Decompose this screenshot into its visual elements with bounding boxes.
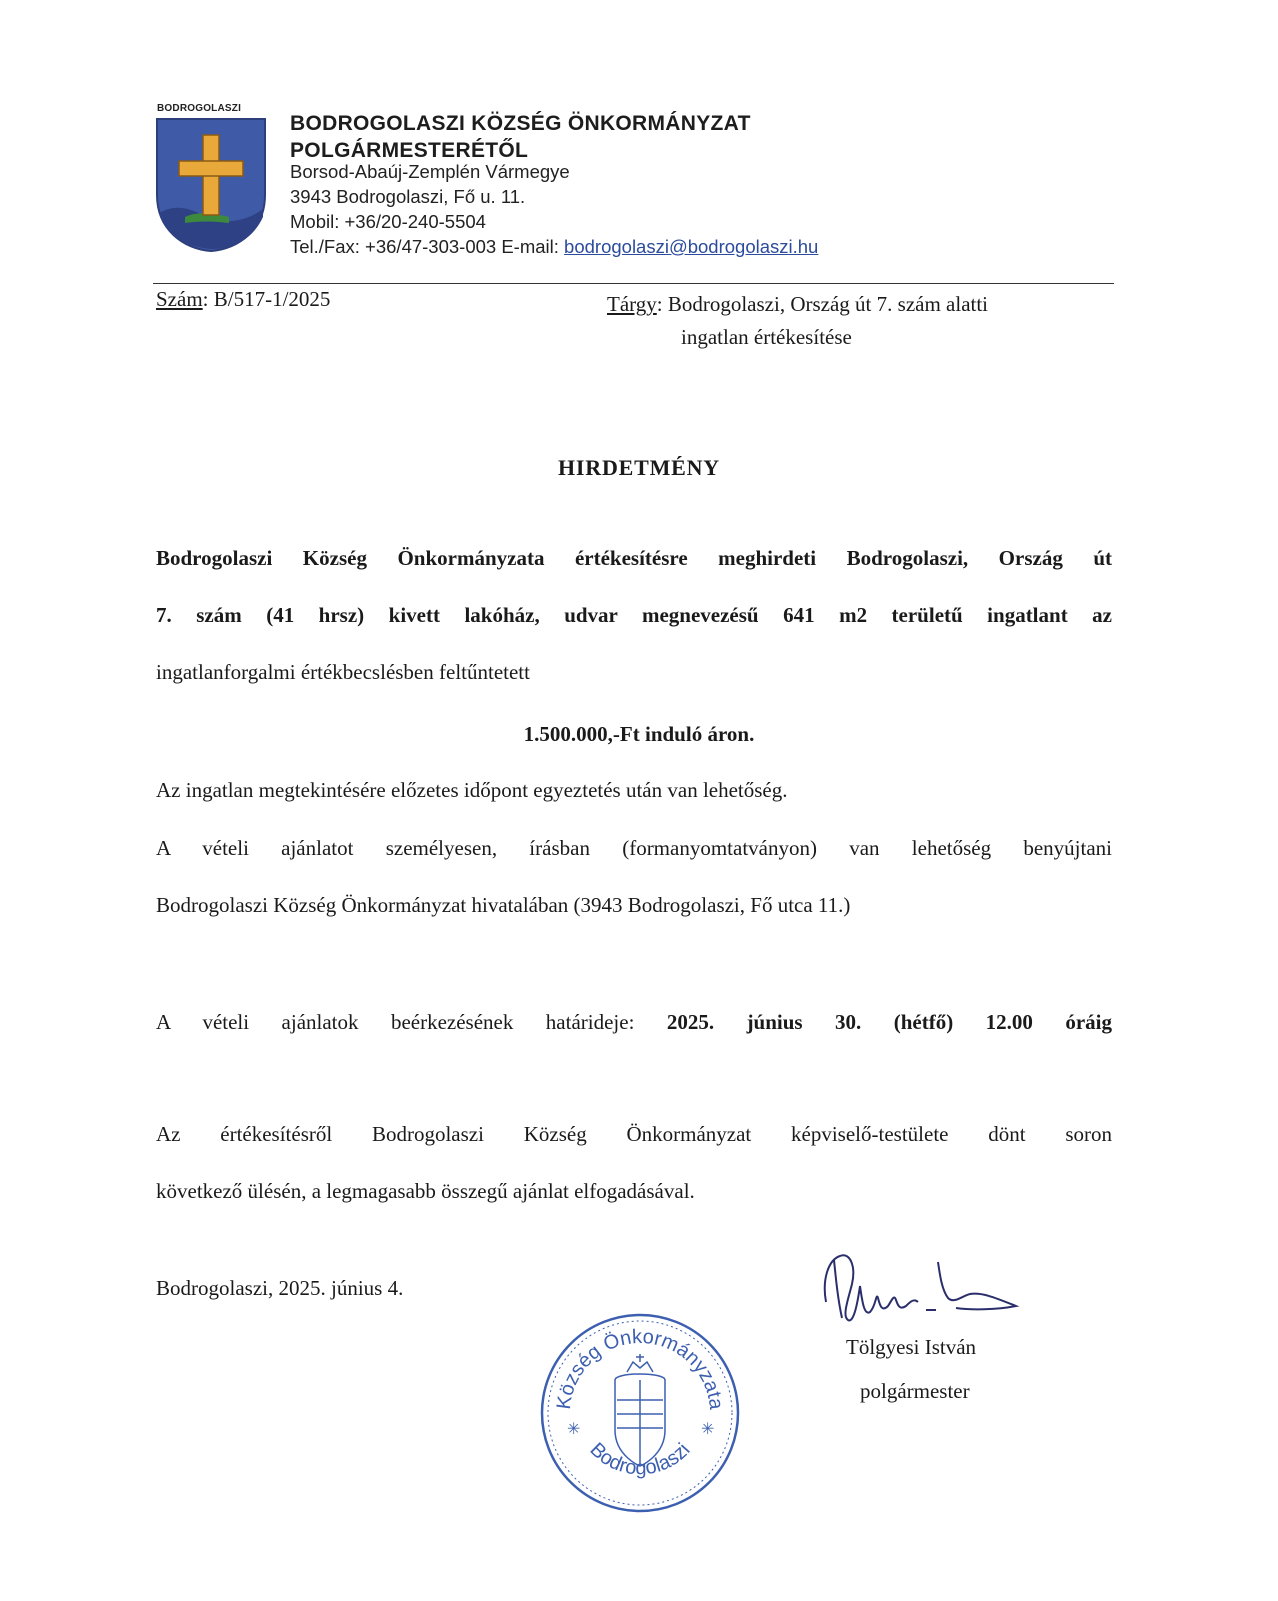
szam-value: : B/517-1/2025 (202, 287, 331, 311)
starting-price: 1.500.000,-Ft induló áron. (523, 722, 755, 746)
stamp-bottom-text: Bodrogolaszi (585, 1438, 695, 1480)
deadline-prefix: A vételi ajánlatok beérkezésének határideje: (156, 1010, 635, 1034)
deadline-value: 2025. június 30. (hétfő) 12.00 óráig (666, 1010, 1113, 1034)
szam-label: Szám (156, 287, 203, 311)
decision-line-1: Az értékesítésről Bodrogolaszi Község Önkormányzat képviselő-testülete dönt soron (156, 1122, 1112, 1146)
paragraph-1-line-2: 7. szám (41 hrsz) kivett lakóház, udvar megnevezésű 641 m2 területű ingatlant az (156, 603, 1112, 627)
crest-label: BODROGOLASZI (157, 103, 242, 114)
signatory-title: polgármester (860, 1379, 970, 1403)
paragraph-1-line-1: Bodrogolaszi Község Önkormányzata értékesítésre meghirdeti Bodrogolaszi, Ország út (156, 546, 1112, 570)
place-and-date: Bodrogolaszi, 2025. június 4. (156, 1276, 404, 1300)
decision-line-2: következő ülésén, a legmagasabb összegű ajánlat elfogadásával. (156, 1179, 695, 1203)
organization-title (290, 110, 751, 164)
signatory-name: Tölgyesi István (846, 1335, 977, 1359)
official-stamp (537, 1310, 743, 1516)
offer-submission-line-2: Bodrogolaszi Község Önkormányzat hivatalában (3943 Bodrogolaszi, Fő utca 11.) (156, 893, 851, 917)
targy-label: Tárgy (607, 292, 657, 316)
svg-text:✳: ✳ (567, 1419, 581, 1438)
svg-text:✳: ✳ (701, 1419, 715, 1438)
mobile-line: Mobil: +36/20-240-5504 (290, 211, 486, 232)
reference-number (156, 287, 330, 312)
coat-of-arms-logo (155, 117, 267, 253)
viewing-info: Az ingatlan megtekintésére előzetes időpont egyeztetés után van lehetőség. (156, 778, 788, 802)
handwritten-signature (820, 1240, 1050, 1340)
email-link[interactable]: bodrogolaszi@bodrogolaszi.hu (564, 236, 819, 257)
stamp-top-text: Község Önkormányzata (552, 1325, 728, 1411)
paragraph-1-line-3: ingatlanforgalmi értékbecslésben feltűntetett (156, 660, 530, 684)
subject-line-2: ingatlan értékesítése (681, 325, 852, 349)
document-title: HIRDETMÉNY (557, 455, 720, 480)
county-line: Borsod-Abaúj-Zemplén Vármegye (290, 161, 570, 182)
address-line: 3943 Bodrogolaszi, Fő u. 11. (290, 186, 526, 207)
offer-submission-line-1: A vételi ajánlatot személyesen, írásban (formanyomtatványon) van lehetőség benyújtani (156, 836, 1112, 860)
deadline-line (156, 1010, 1112, 1035)
organization-office: POLGÁRMESTERÉTŐL (290, 139, 529, 162)
subject-line (607, 292, 988, 317)
targy-text: : Bodrogolaszi, Ország út 7. szám alatti (656, 292, 989, 316)
telfax-line (290, 236, 818, 258)
header-divider (153, 283, 1114, 284)
telfax-text: Tel./Fax: +36/47-303-003 E-mail: (290, 236, 565, 257)
organization-name: BODROGOLASZI KÖZSÉG ÖNKORMÁNYZAT (290, 112, 751, 135)
